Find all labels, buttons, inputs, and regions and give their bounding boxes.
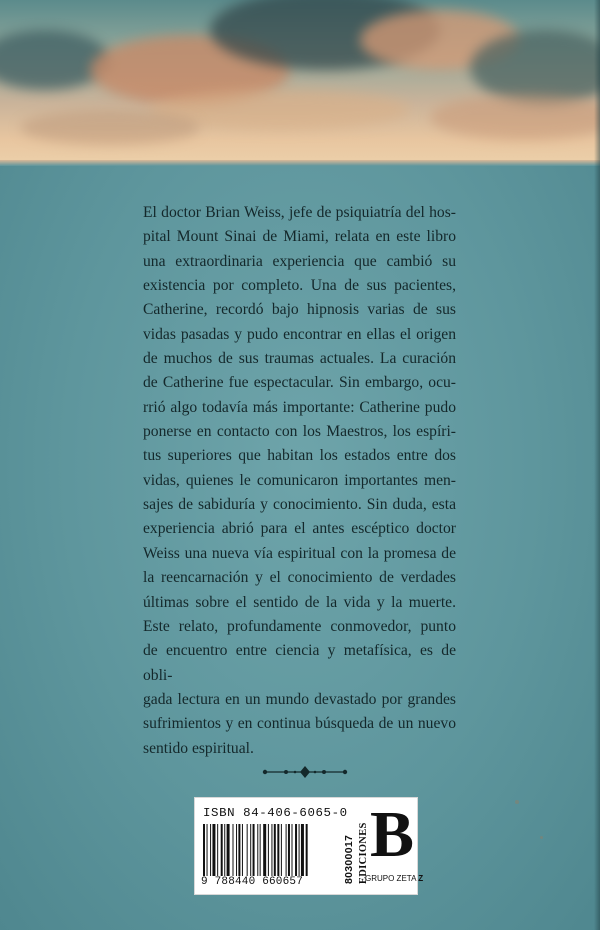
synopsis-line: últimas sobre el sentido de la vida y la muerte.	[143, 593, 456, 611]
barcode-bar	[299, 824, 300, 876]
ean-digits: 9 788440 660657	[201, 876, 304, 888]
barcode-bar	[281, 824, 282, 876]
barcode-bar	[203, 824, 205, 876]
barcode-bar	[238, 824, 240, 876]
synopsis-line: Este relato, profundamente conmovedor, punto	[143, 617, 456, 635]
barcode-bar	[253, 824, 255, 876]
synopsis-line: de encuentro entre ciencia y metafísica, es de obli-	[143, 642, 456, 684]
sky-photo	[0, 0, 600, 165]
barcode-bar	[295, 824, 297, 876]
barcode-bar	[236, 824, 237, 876]
barcode-bar	[224, 824, 225, 876]
synopsis-line: pital Mount Sinai de Miami, relata en este libro	[143, 228, 456, 246]
synopsis-line: Catherine, recordó bajo hipnosis varias de sus	[143, 301, 456, 319]
barcode-bar	[221, 824, 223, 876]
barcode-bar	[233, 824, 234, 876]
synopsis-line: vidas, quienes le comunicaron importantes men-	[143, 471, 456, 489]
barcode-bar	[271, 824, 272, 876]
worn-edge	[594, 0, 600, 930]
barcode-bar	[292, 824, 293, 876]
synopsis-line: de muchos de sus traumas actuales. La curación	[143, 350, 456, 368]
isbn-text: ISBN 84-406-6065-0	[203, 806, 348, 820]
barcode-label	[194, 797, 424, 895]
barcode-bar	[263, 824, 266, 876]
ediciones-vertical: EDICIONES	[358, 822, 369, 884]
photo-edge	[0, 160, 600, 166]
synopsis-line: existencia por completo. Una de sus pacientes,	[143, 277, 456, 295]
synopsis-line: sufrimientos y en continua búsqueda de un nuevo	[143, 715, 456, 733]
barcode-bar	[277, 824, 279, 876]
barcode-bar	[250, 824, 251, 876]
synopsis-line: vidas pasadas y pudo encontrar en ellas el origen	[143, 325, 456, 343]
barcode-bar	[212, 824, 215, 876]
barcode-bar	[306, 824, 308, 876]
stain-mark	[540, 836, 543, 839]
grupo-name: GRUPO ZETA	[365, 874, 416, 883]
synopsis-line: ponerse en contacto con los Maestros, los espíri-	[143, 423, 456, 441]
synopsis-line: la reencarnación y el conocimiento de verdades	[143, 569, 456, 587]
publisher-logo: B	[370, 798, 415, 871]
barcode-bar	[301, 824, 304, 876]
synopsis-line: sentido espiritual.	[143, 739, 254, 757]
stain-mark	[515, 800, 519, 804]
barcode-bar	[217, 824, 218, 876]
synopsis-line: sajes de sabiduría y conocimiento. Sin duda, esta	[143, 496, 456, 514]
grupo-zeta-label	[365, 874, 423, 883]
barcode-bar	[260, 824, 261, 876]
barcode-bars	[203, 824, 336, 876]
synopsis-line: gada lectura en un mundo devastado por grandes	[143, 690, 456, 708]
barcode-bar	[268, 824, 269, 876]
barcode-bar	[247, 824, 248, 876]
synopsis-line: de Catherine fue espectacular. Sin embargo, ocu-	[143, 374, 456, 392]
barcode-bar	[242, 824, 243, 876]
synopsis-line: una extraordinaria experiencia que cambió su	[143, 252, 456, 270]
zeta-mark: Z	[418, 874, 424, 883]
barcode-bar	[274, 824, 276, 876]
barcode-bar	[257, 824, 258, 876]
synopsis-text	[143, 201, 456, 761]
ornament-divider	[262, 765, 348, 779]
vertical-code: 80300017	[343, 834, 355, 884]
synopsis-line: tus superiores que habitan los estados entre dos	[143, 447, 456, 465]
synopsis-line: experiencia abrió para el antes escéptico doctor	[143, 520, 456, 538]
synopsis-line: El doctor Brian Weiss, jefe de psiquiatría del hos-	[143, 204, 456, 221]
synopsis-line: Weiss una nueva vía espiritual con la promesa de	[143, 544, 456, 562]
barcode-bar	[210, 824, 211, 876]
barcode-bar	[288, 824, 290, 876]
synopsis-line: rrió algo todavía más importante: Catherine pudo	[143, 398, 456, 416]
barcode-bar	[207, 824, 208, 876]
barcode-bar	[227, 824, 230, 876]
barcode-bar	[286, 824, 287, 876]
